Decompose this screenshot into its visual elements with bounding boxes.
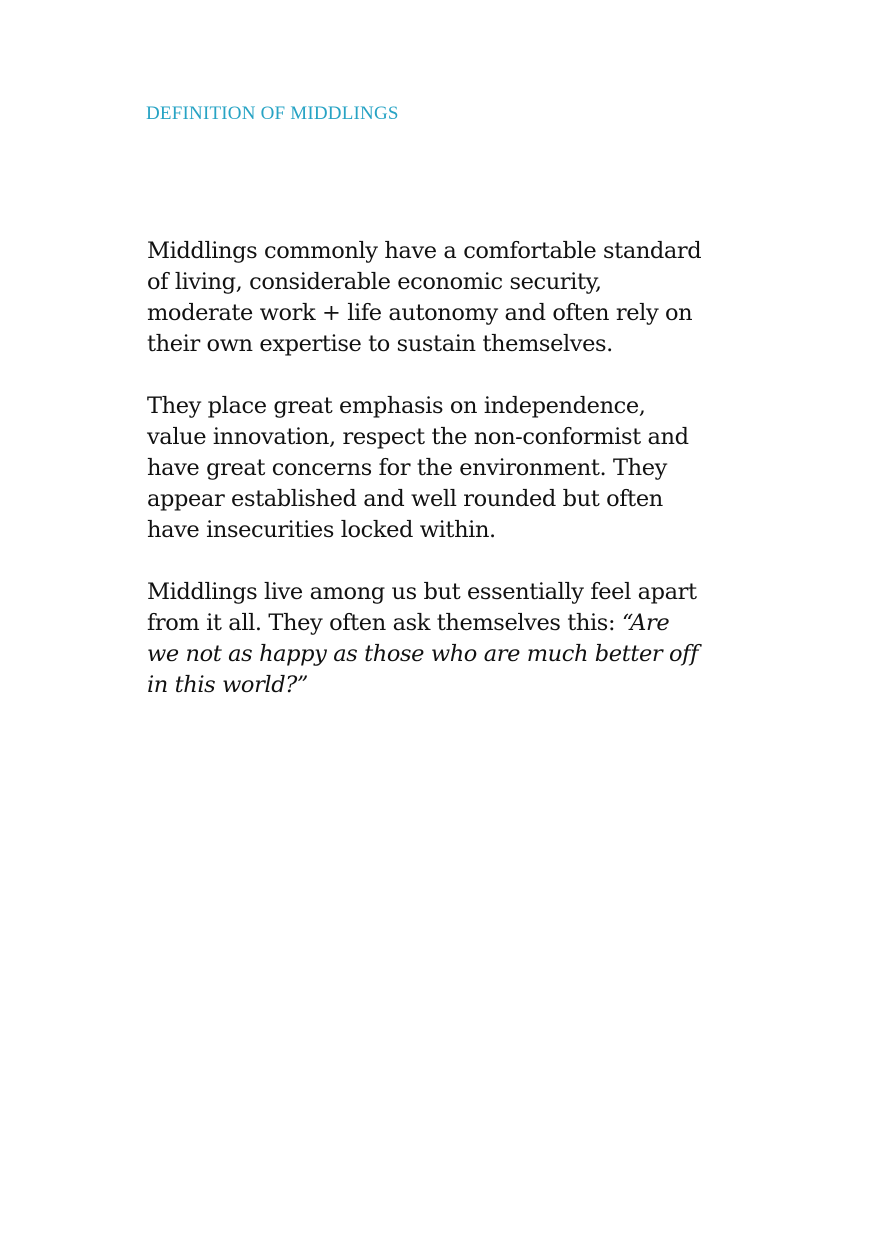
paragraph-3 <box>147 577 787 701</box>
text-line: Middlings commonly have a comfortable standard <box>147 238 702 264</box>
text-segment: from it all. They often ask themselves this: <box>147 610 622 636</box>
text-line: their own expertise to sustain themselves. <box>147 331 613 357</box>
text-line: of living, considerable economic security, <box>147 269 602 295</box>
text-line: moderate work + life autonomy and often rely on <box>147 300 693 326</box>
text-line: appear established and well rounded but often <box>147 486 663 512</box>
text-line: value innovation, respect the non-conformist and <box>147 424 689 450</box>
quote-line: we not as happy as those who are much better off <box>147 641 699 667</box>
text-line: They place great emphasis on independence, <box>147 393 646 419</box>
body-text <box>147 236 787 732</box>
text-line <box>147 608 787 639</box>
page-heading: DEFINITION OF MIDDLINGS <box>146 103 399 124</box>
text-line: have great concerns for the environment. They <box>147 455 667 481</box>
quote-text: “Are <box>621 610 670 636</box>
text-line: have insecurities locked within. <box>147 517 496 543</box>
paragraph-2 <box>147 391 787 546</box>
paragraph-1 <box>147 236 787 360</box>
quote-line: in this world?” <box>147 672 308 698</box>
text-line: Middlings live among us but essentially feel apart <box>147 579 697 605</box>
